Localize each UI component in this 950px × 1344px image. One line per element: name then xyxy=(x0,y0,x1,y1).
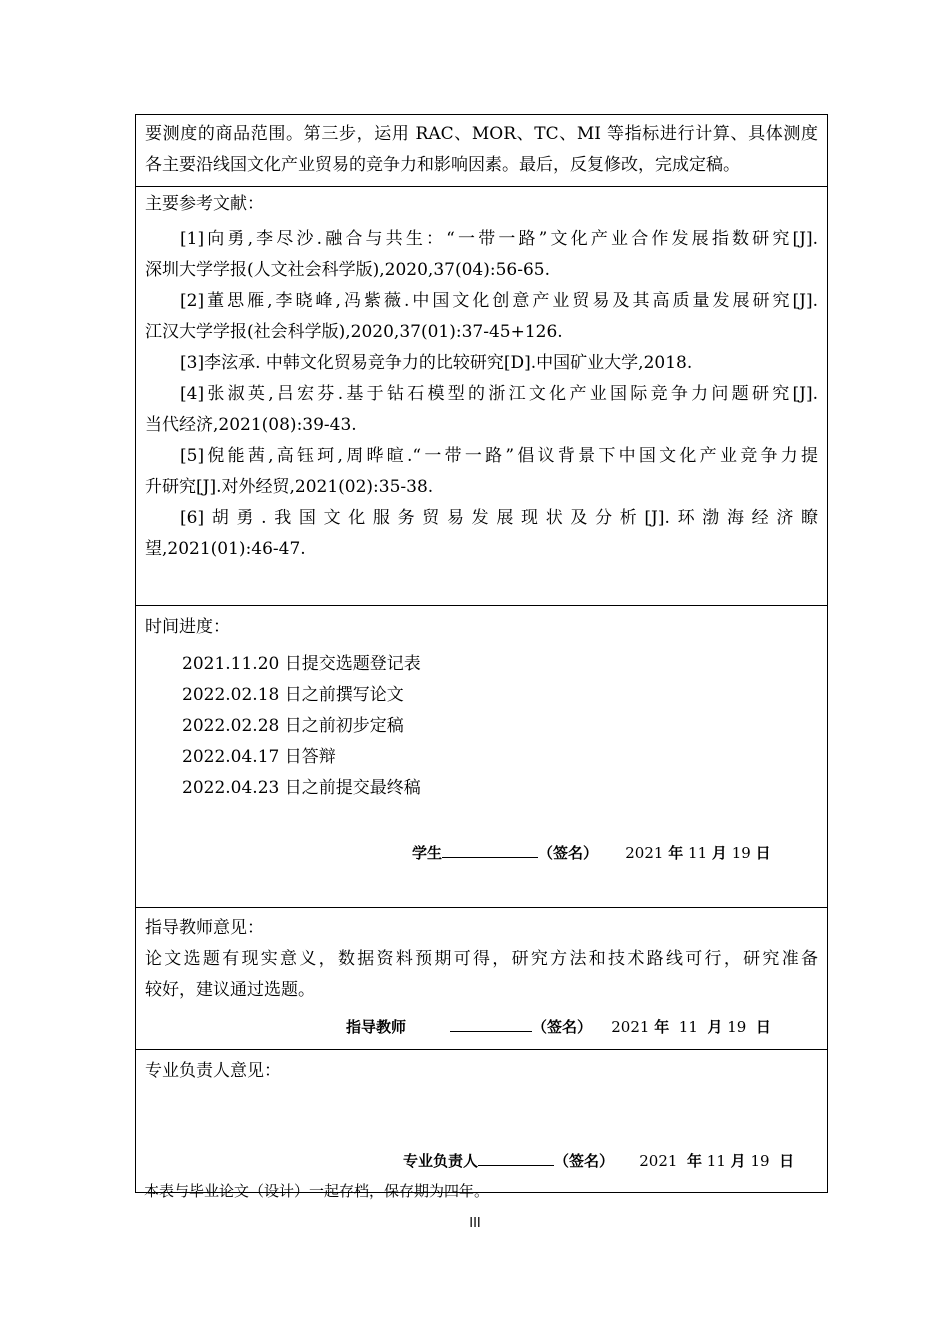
reference-line: [2]董思雁,李晓峰,冯紫薇.中国文化创意产业贸易及其高质量发展研究[J]. xyxy=(180,291,818,311)
advisor-signer-label: 指导教师 xyxy=(346,1018,407,1036)
reference-line: [3]李泫承. 中韩文化贸易竞争力的比较研究[D].中国矿业大学,2018. xyxy=(180,353,693,373)
reference-item xyxy=(145,224,818,286)
reference-line: 江汉大学学报(社会科学版),2020,37(01):37-45+126. xyxy=(145,322,563,342)
major-head-signature-line xyxy=(145,1146,818,1177)
advisor-comment-line-1: 论文选题有现实意义，数据资料预期可得，研究方法和技术路线可行，研究准备 xyxy=(145,949,818,969)
advisor-signature-line xyxy=(145,1012,818,1043)
schedule-item: 2021.11.20 日提交选题登记表 xyxy=(182,654,421,674)
student-signature-line xyxy=(145,838,818,869)
reference-line: [6]胡勇.我国文化服务贸易发展现状及分析[J].环渤海经济瞭 xyxy=(180,508,818,528)
reference-line: [1]向勇,李尽沙.融合与共生：“一带一路”文化产业合作发展指数研究[J]. xyxy=(180,229,818,249)
date-year: 2021 xyxy=(639,1152,678,1170)
sign-note: （签名） xyxy=(538,844,599,862)
date-month: 11 xyxy=(678,1018,698,1036)
method-line-2: 各主要沿线国文化产业贸易的竞争力和影响因素。最后，反复修改，完成定稿。 xyxy=(145,155,740,175)
date-day-unit: 日 xyxy=(779,1152,795,1170)
major-head-signature-blank[interactable] xyxy=(478,1151,554,1166)
date-day-unit: 日 xyxy=(755,1018,771,1036)
advisor-signature-blank[interactable] xyxy=(450,1017,532,1032)
references-row xyxy=(136,187,828,606)
method-line-1: 要测度的商品范围。第三步，运用 RAC、MOR、TC、MI 等指标进行计算、具体测度 xyxy=(145,124,818,144)
schedule-row xyxy=(136,606,828,908)
student-signer-label: 学生 xyxy=(412,844,443,862)
date-month-unit: 月 xyxy=(730,1152,746,1170)
sign-note: （签名） xyxy=(532,1018,593,1036)
date-month-unit: 月 xyxy=(707,1018,723,1036)
student-sign-date xyxy=(625,844,770,862)
reference-item xyxy=(145,348,818,379)
reference-line: 当代经济,2021(08):39-43. xyxy=(145,415,357,435)
reference-line: 深圳大学学报(人文社会科学版),2020,37(04):56-65. xyxy=(145,260,551,280)
archive-footer-note: 本表与毕业论文（设计）一起存档，保存期为四年。 xyxy=(144,1182,490,1200)
reference-line: 望,2021(01):46-47. xyxy=(145,539,306,559)
method-continuation-row xyxy=(136,115,828,187)
date-day: 19 xyxy=(750,1152,770,1170)
date-year-unit: 年 xyxy=(668,844,684,862)
sign-note: （签名） xyxy=(554,1152,615,1170)
reference-item xyxy=(145,503,818,565)
major-head-signer-label: 专业负责人 xyxy=(403,1152,479,1170)
references-title: 主要参考文献： xyxy=(145,194,264,214)
date-year-unit: 年 xyxy=(687,1152,703,1170)
major-head-opinion-row xyxy=(136,1050,828,1193)
major-head-title: 专业负责人意见： xyxy=(145,1061,281,1081)
date-day: 19 xyxy=(731,844,751,862)
schedule-title: 时间进度： xyxy=(145,617,230,637)
reference-item xyxy=(145,441,818,503)
schedule-item: 2022.04.17 日答辩 xyxy=(182,747,336,767)
reference-line: 升研究[J].对外经贸,2021(02):35-38. xyxy=(145,477,434,497)
reference-line: [5]倪能茜,高钰珂,周晔暄.“一带一路”倡议背景下中国文化产业竞争力提 xyxy=(180,446,818,466)
schedule-item: 2022.02.28 日之前初步定稿 xyxy=(182,716,404,736)
date-year: 2021 xyxy=(625,844,664,862)
major-head-sign-date xyxy=(639,1152,794,1170)
date-year: 2021 xyxy=(611,1018,650,1036)
advisor-opinion-row xyxy=(136,908,828,1050)
date-month: 11 xyxy=(688,844,708,862)
reference-item xyxy=(145,379,818,441)
reference-line: [4]张淑英,吕宏芬.基于钻石模型的浙江文化产业国际竞争力问题研究[J]. xyxy=(180,384,818,404)
schedule-item: 2022.04.23 日之前提交最终稿 xyxy=(182,778,421,798)
date-month: 11 xyxy=(706,1152,726,1170)
advisor-sign-date xyxy=(611,1018,771,1036)
advisor-comment-line-2: 较好，建议通过选题。 xyxy=(145,980,315,1000)
advisor-title: 指导教师意见： xyxy=(145,918,264,938)
reference-item xyxy=(145,286,818,348)
proposal-form-table xyxy=(135,114,828,1193)
student-signature-blank[interactable] xyxy=(442,843,538,858)
date-month-unit: 月 xyxy=(711,844,727,862)
page-number: III xyxy=(469,1216,481,1231)
date-year-unit: 年 xyxy=(654,1018,670,1036)
date-day-unit: 日 xyxy=(755,844,771,862)
date-day: 19 xyxy=(727,1018,747,1036)
schedule-item: 2022.02.18 日之前撰写论文 xyxy=(182,685,404,705)
